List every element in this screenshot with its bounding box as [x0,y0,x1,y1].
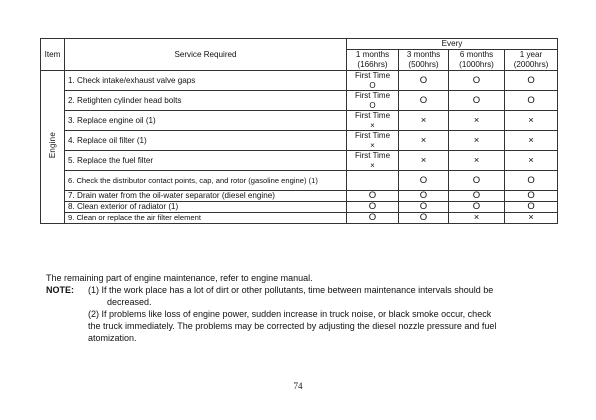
interval-header-2: 3 months (500hrs) [399,50,449,71]
note-label: NOTE: [46,285,74,295]
notes-section [46,272,558,344]
table-row [41,151,558,171]
first-time-cell: First Time O [347,91,399,111]
mark-cell: × [399,111,449,131]
table-row [41,171,558,191]
note-2-line-1: (2) If problems like loss of engine power, sudden increase in truck noise, or black smoke occur, check [88,309,492,319]
mark-cell: × [505,213,558,224]
mark-cell: O [449,171,505,191]
first-time-cell: First Time × [347,131,399,151]
note-1-line-1: (1) If the work place has a lot of dirt or other pollutants, time between maintenance intervals should be [88,285,494,295]
mark-cell: × [449,111,505,131]
mark-cell: O [347,213,399,224]
mark-cell: × [505,111,558,131]
interval-header-3: 6 months (1000hrs) [449,50,505,71]
mark-cell: O [399,213,449,224]
mark-cell: × [505,131,558,151]
every-header: Every [347,39,558,50]
mark-cell: × [449,131,505,151]
mark-cell: O [505,191,558,202]
mark-cell: O [505,91,558,111]
service-header: Service Required [65,39,347,71]
mark-cell: × [399,151,449,171]
table-row [41,202,558,213]
service-cell: 6. Check the distributor contact points, cap, and rotor (gasoline engine) (1) [65,171,347,191]
table-row [41,111,558,131]
maintenance-table [40,38,558,224]
service-cell: 5. Replace the fuel filter [65,151,347,171]
interval-header-1: 1 months (166hrs) [347,50,399,71]
mark-cell [347,171,399,191]
mark-cell: O [399,91,449,111]
interval-header-4: 1 year (2000hrs) [505,50,558,71]
mark-cell: O [399,71,449,91]
note-1-line-2: decreased. [107,297,152,307]
service-cell: 2. Retighten cylinder head bolts [65,91,347,111]
mark-cell: × [399,131,449,151]
service-cell: 7. Drain water from the oil-water separator (diesel engine) [65,191,347,202]
mark-cell: O [505,171,558,191]
first-time-cell: First Time O [347,71,399,91]
item-header: Item [41,39,65,71]
table-row [41,131,558,151]
mark-cell: × [505,151,558,171]
service-cell: 9. Clean or replace the air filter element [65,213,347,224]
mark-cell: O [399,202,449,213]
mark-cell: O [449,191,505,202]
mark-cell: O [505,202,558,213]
note-header [46,284,558,296]
table-row [41,191,558,202]
table-row [41,91,558,111]
table-row [41,213,558,224]
mark-cell: O [347,191,399,202]
mark-cell: O [449,71,505,91]
mark-cell: O [399,171,449,191]
mark-cell: O [505,71,558,91]
first-time-cell: First Time × [347,111,399,131]
mark-cell: × [449,213,505,224]
mark-cell: O [347,202,399,213]
service-cell: 1. Check intake/exhaust valve gaps [65,71,347,91]
note-2-line-3: atomization. [88,333,137,343]
page-number: 74 [293,381,303,391]
engine-group-label: Engine [47,132,57,159]
mark-cell: O [449,202,505,213]
service-cell: 4. Replace oil filter (1) [65,131,347,151]
service-cell: 3. Replace engine oil (1) [65,111,347,131]
note-2-line-2: the truck immediately. The problems may be corrected by adjusting the diesel nozzle pressure and fuel [88,321,497,331]
service-cell: 8. Clean exterior of radiator (1) [65,202,347,213]
first-time-cell: First Time × [347,151,399,171]
table-row [41,71,558,91]
mark-cell: O [449,91,505,111]
mark-cell: × [449,151,505,171]
engine-group-cell [41,71,65,224]
notes-intro: The remaining part of engine maintenance, refer to engine manual. [46,273,313,283]
mark-cell: O [399,191,449,202]
